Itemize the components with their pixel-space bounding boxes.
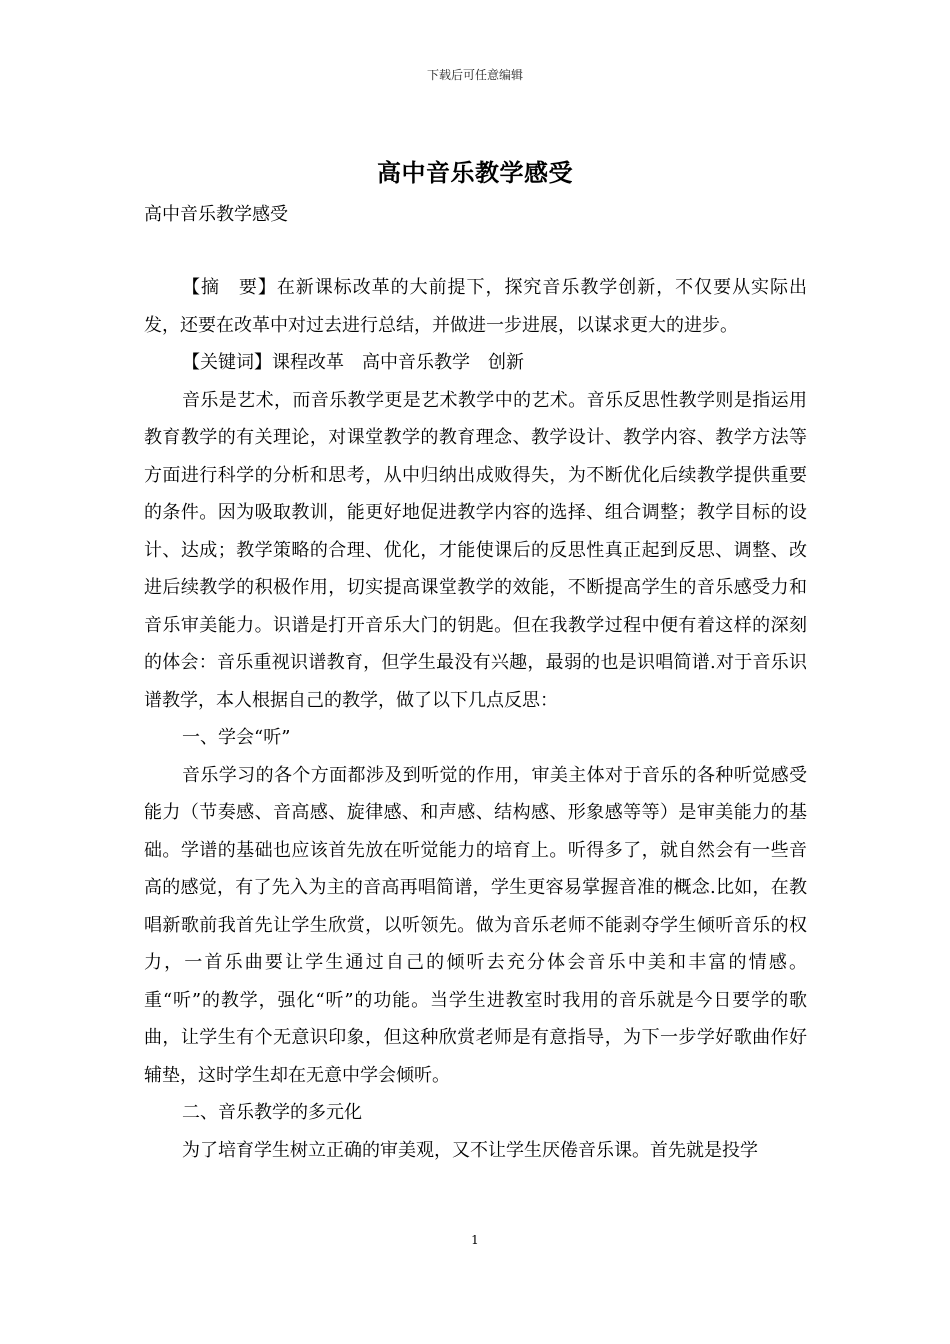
body-paragraph-3: 为了培育学生树立正确的审美观，又不让学生厌倦音乐课。首先就是投学 — [182, 1139, 758, 1161]
section-heading-1: 一、学会“听” — [182, 727, 291, 748]
body-paragraph-1: 音乐是艺术，而音乐教学更是艺术教学中的艺术。音乐反思性教学则是指运用教育教学的有关理论，对课堂教学的教育理念、教学设计、教学内容、教学方法等方面进行科学的分析和思考，从中归纳出成败得失，为不断优化后续教学提供重要的条件。因为吸取教训，能更好地促进教学内容的选择、组合调整；教学目标的设计、达成；教学策略的合理、优化，才能使课后的反思性真正起到反思、调整、改进后续教学的积极作用，切实提高课堂教学的效能，不断提高学生的音乐感受力和音乐审美能力。识谱是打开音乐大门的钥匙。但在我教学过程中便有着这样的深刻的体会：音乐重视识谱教育，但学生最没有兴趣，最弱的也是识唱简谱.对于音乐识谱教学，本人根据自己的教学，做了以下几点反思： — [144, 389, 807, 711]
document-title: 高中音乐教学感受 — [377, 158, 573, 187]
document-body — [144, 269, 807, 1169]
keywords-line: 【关键词】课程改革 高中音乐教学 创新 — [182, 352, 524, 373]
page-number: 1 — [471, 1233, 479, 1247]
section-heading-2: 二、音乐教学的多元化 — [182, 1102, 362, 1123]
header-note: 下载后可任意编辑 — [426, 68, 523, 82]
document-subtitle: 高中音乐教学感受 — [144, 204, 288, 225]
abstract-paragraph: 【摘 要】在新课标改革的大前提下，探究音乐教学创新，不仅要从实际出发，还要在改革中对过去进行总结，并做进一步进展，以谋求更大的进步。 — [144, 277, 807, 336]
body-paragraph-2: 音乐学习的各个方面都涉及到听觉的作用，审美主体对于音乐的各种听觉感受能力（节奏感、音高感、旋律感、和声感、结构感、形象感等等）是审美能力的基础。学谱的基础也应该首先放在听觉能力的培育上。听得多了，就自然会有一些音高的感觉，有了先入为主的音高再唱简谱，学生更容易掌握音准的概念.比如，在教唱新歌前我首先让学生欣赏，以听领先。做为音乐老师不能剥夺学生倾听音乐的权力，一首乐曲要让学生通过自己的倾听去充分体会音乐中美和丰富的情感。重“听”的教学，强化“听”的功能。当学生进教室时我用的音乐就是今日要学的歌曲，让学生有个无意识印象，但这种欣赏老师是有意指导，为下一步学好歌曲作好辅垫，这时学生却在无意中学会倾听。 — [144, 764, 807, 1086]
